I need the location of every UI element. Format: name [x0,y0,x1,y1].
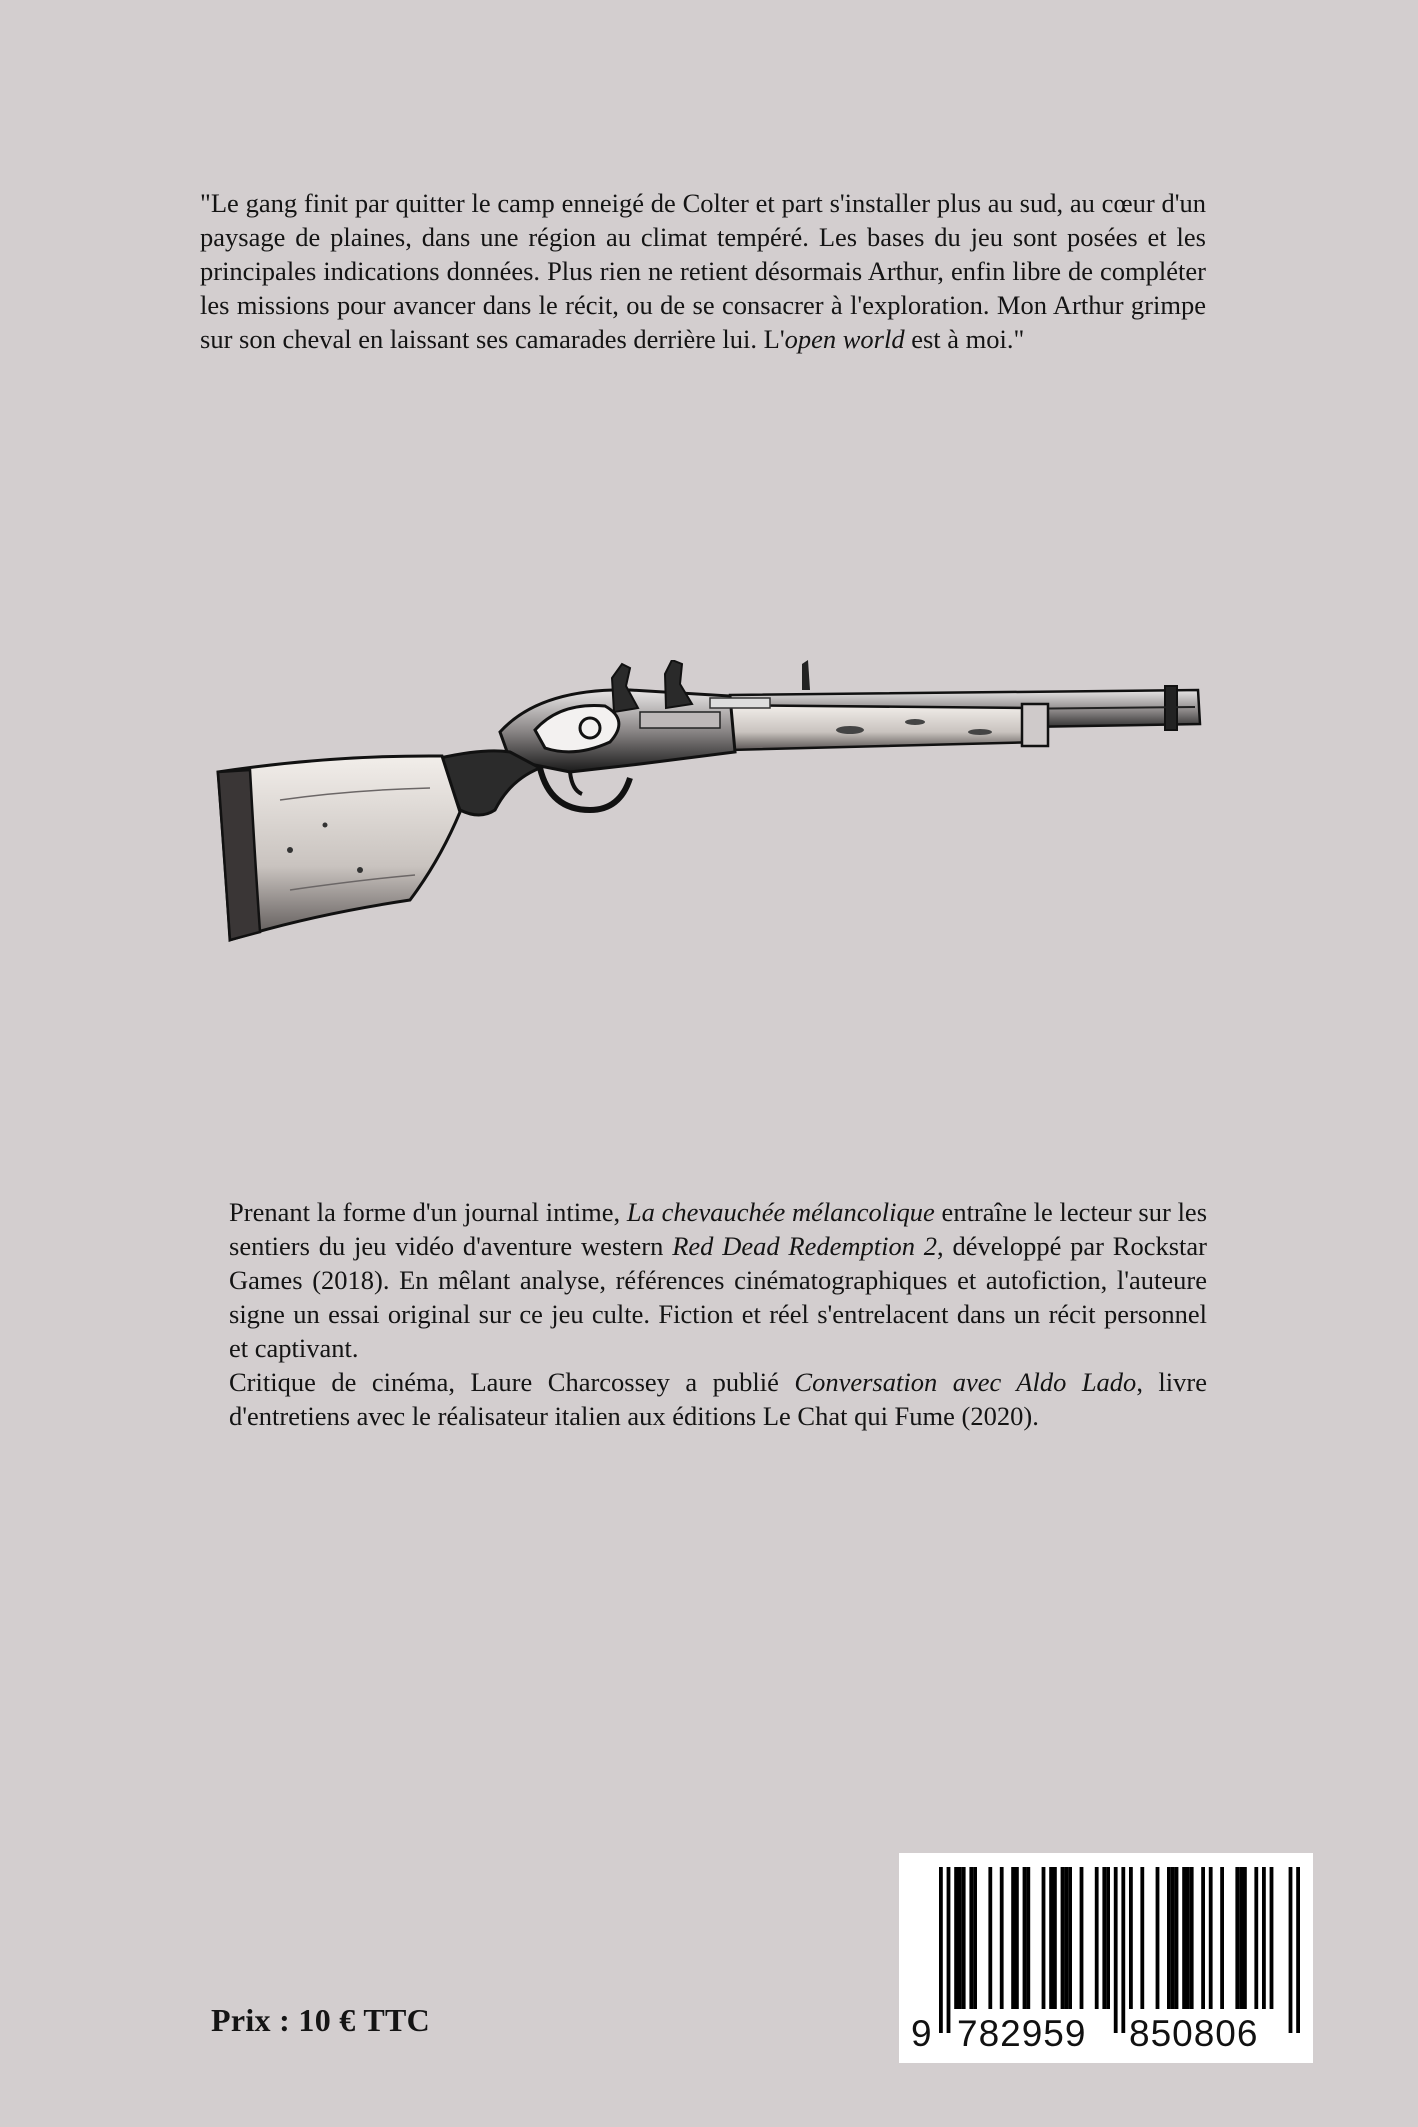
barcode-bar [969,1867,973,2009]
price-label: Prix : 10 € TTC [211,2002,431,2038]
barcode-bar [1042,1867,1046,2009]
barcode-bar [1182,1867,1186,2009]
barcode-bar [1106,1867,1110,2009]
back-cover-blurb [229,1195,1207,1433]
author-text: , livre d'entretiens avec le réalisateur italien aux éditions Le Chat qui Fume (2020). [229,1367,1207,1431]
barcode-bar [988,1867,992,2009]
barcode-bar [947,1867,951,2033]
barcode-right-digits: 850806 [1129,2013,1259,2054]
blurb-text: Prenant la forme d'un journal intime, [229,1197,627,1227]
barcode-bar [1026,1867,1030,2009]
author-text: Critique de cinéma, Laure Charcossey a publié [229,1367,795,1397]
barcode-bar [1156,1867,1160,2009]
barcode-bar [1000,1867,1004,2009]
barcode-bar [1061,1867,1065,2009]
barcode-bar [958,1867,962,2009]
barcode-bar [962,1867,966,2009]
barcode-bar [1015,1867,1019,2009]
barcode-bar [1011,1867,1015,2009]
barcode-bar [1235,1867,1239,2009]
barcode-bar [1053,1867,1057,2009]
barcode-bar [1296,1867,1300,2033]
rifle-illustration [210,660,1210,950]
barcode-bar [954,1867,958,2009]
game-title: Red Dead Redemption 2 [672,1231,938,1261]
barcode-bar [1175,1867,1179,2009]
barcode-bar [1270,1867,1274,2009]
blurb-paragraph-author [229,1365,1207,1433]
barcode-bar [1289,1867,1293,2033]
barcode-bar [1190,1867,1194,2009]
quote-italic: open world [784,324,905,354]
barcode-bar [1080,1867,1084,2009]
isbn-barcode [899,1853,1313,2063]
barcode-bar [1023,1867,1027,2009]
barcode-bar [1049,1867,1053,2009]
blurb-paragraph-summary [229,1195,1207,1365]
barcode-bar [1095,1867,1099,2009]
barcode-left-digits: 782959 [957,2013,1087,2054]
quote-text-close: est à moi." [904,324,1025,354]
barcode-bar [1121,1867,1125,2033]
barcode-bar [973,1867,977,2009]
barcode-bar [1209,1867,1213,2009]
barcode-bar [1167,1867,1171,2009]
back-cover-quote [200,186,1206,356]
barcode-bar [1239,1867,1243,2009]
barcode-bar [1114,1867,1118,2033]
blurb-text: entraîne le lecteur sur les sentiers du jeu vidéo d'aventure western [229,1197,1208,1261]
barcode-bar [1243,1867,1247,2009]
blurb-text: , développé par Rockstar Games (2018). En mêlant analyse, références cinématographiques et autofiction, l'auteure signe un essai original sur ce jeu culte. Fiction et réel s'entrelacent dans un récit personnel et captivant. [229,1231,1208,1363]
barcode-digits [899,2013,1313,2057]
barcode-bar [1220,1867,1224,2009]
barcode-bar [1068,1867,1072,2009]
barcode-bar [1140,1867,1144,2009]
barcode-bar [1129,1867,1133,2009]
barcode-bar [1201,1867,1205,2009]
barcode-bar [939,1867,943,2033]
quote-text-open: "Le gang finit par quitter le camp enneigé de Colter et part s'installer plus au sud, au cœur d'un paysage de plaines, dans une région au climat tempéré. Les bases du jeu sont posées et les principales indications données. Plus rien ne retient désormais Arthur, enfin libre de compléter les missions pour avancer dans le récit, ou de se consacrer à l'exploration. Mon Arthur grimpe sur son cheval en laissant ses camarades derrière lui. L' [200,188,1206,354]
barcode-bar [1102,1867,1106,2009]
barcode-first-digit: 9 [911,2013,932,2054]
barcode-bar [1064,1867,1068,2009]
barcode-bar [1262,1867,1266,2009]
barcode-bar [1254,1867,1258,2009]
barcode-bar [1171,1867,1175,2009]
book-title: La chevauchée mélancolique [626,1197,935,1227]
barcode-bar [1186,1867,1190,2009]
previous-book-title: Conversation avec Aldo Lado [794,1367,1137,1397]
